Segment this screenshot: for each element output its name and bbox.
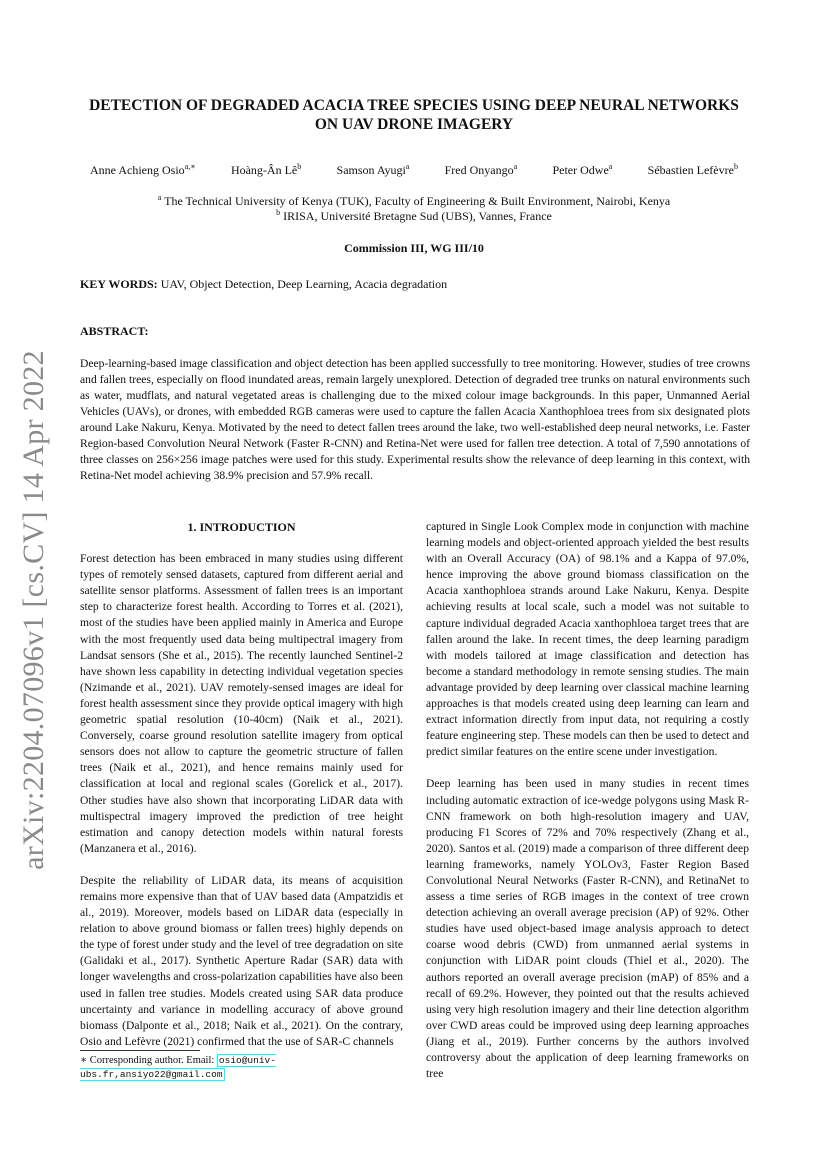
footnote-label: ∗ Corresponding author. Email: — [80, 1055, 215, 1066]
footnote-rule — [80, 1050, 200, 1051]
abstract-text: Deep-learning-based image classification and object detection has been applied successfully to tree monitoring. However, studies of tree crowns and fallen trees, especially on flood inundated areas, remain largely unexplored. Detection of degraded tree trunks on natural environments such as water, mudflats, and natural vegetated areas is challenging due to the mixed colour image backgrounds. In this paper, Unmanned Aerial Vehicles (UAVs), or drones, with embedded RGB cameras were used to capture the fallen Acacia Xanthophloea trees from six designated plots around Lake Nakuru, Kenya. Motivated by the need to detect fallen trees around the lake, two well-established deep neural networks, i.e. Faster Region-based Convolution Neural Network (Faster R-CNN) and Retina-Net were used for fallen tree detection. A total of 7,590 annotations of three classes on 256×256 image patches were used for this study. Experimental results show the relevance of deep learning in this context, with Retina-Net model achieving 38.9% precision and 57.9% recall. — [80, 357, 750, 482]
paragraph: Despite the reliability of LiDAR data, its means of acquisition remains more expensive than that of UAV based data (Ampatzidis et al., 2019). Moreover, models based on LiDAR data (especially in relation to above ground biomass or fallen trees) highly depends on the type of forest under study and the level of tree degradation on site (Galidaki et al., 2017). Synthetic Aperture Radar (SAR) data with longer wavelengths and cross-polarization capabilities have also been used in fallen tree studies. Models created using SAR data produce uncertainty and variance in modelling accuracy of above ground biomass (Dalponte et al., 2018; Naik et al., 2021). On the contrary, Osio and Lefèvre (2021) confirmed that the use of SAR-C channels — [80, 873, 403, 1048]
arxiv-stamp — [14, 350, 54, 870]
right-column — [426, 519, 749, 1098]
keywords — [80, 277, 447, 292]
commission: Commission III, WG III/10 — [344, 241, 484, 255]
paper-title: DETECTION OF DEGRADED ACACIA TREE SPECIES USING DEEP NEURAL NETWORKS ON UAV DRONE IMAGERY — [89, 97, 739, 133]
author: Peter Odwe$^a$ — [552, 162, 613, 177]
author: Sébastien Lefèvre$^b$ — [647, 162, 738, 177]
keywords-label: KEY WORDS: — [80, 277, 158, 291]
abstract-heading: ABSTRACT: — [80, 324, 149, 338]
paragraph: Deep learning has been used in many studies in recent times including automatic extraction of ice-wedge polygons using Mask R-CNN framework on both high-resolution imagery and UAV, producing F1 Scores of 72% and 70% respectively (Zhang et al., 2020). Santos et al. (2019) made a comparison of three different deep learning frameworks, namely YOLOv3, Faster Region Based Convolutional Neural Networks (Faster R-CNN), and RetinaNet to assess a time series of RGB images in the context of tree crown detection achieving an overall average precision (AP) of 92%. Other studies have used object-based image analysis approach to detect coarse wood debris (CWD) from unmanned aerial systems in conjunction with LiDAR point clouds (Thiel et al., 2020). The authors reported an overall average precision (mAP) of 85% and a recall of 69.2%. However, they pointed out that the results achieved using very high resolution imagery and their line detection algorithm over CWD areas could be improved using deep learning approaches (Jiang et al., 2019). Further concerns by the authors involved controversy about the application of deep learning frameworks on tree — [426, 777, 749, 1081]
author: Fred Onyango$^a$ — [444, 162, 518, 177]
keywords-text: UAV, Object Detection, Deep Learning, Acacia degradation — [160, 277, 448, 291]
author: Samson Ayugi$^a$ — [336, 162, 410, 177]
author: Hoàng-Ân $Lê^b$ — [230, 162, 302, 177]
affiliation: $^a$ The Technical University of Kenya (TUK), Faculty of Engineering & Built Environment, Nairobi, Kenya — [157, 193, 671, 208]
section-heading: 1. INTRODUCTION — [187, 520, 296, 534]
author-list — [80, 162, 748, 178]
paragraph: captured in Single Look Complex mode in conjunction with machine learning models and object-oriented approach yielded the best results with an Overall Accuracy (OA) of 98.1% and a Kappa of 97.0%, hence improving the above ground biomass classification on the Acacia xanthophloea strands around Lake Nakuru, Kenya. Despite achieving results at local scale, such a model was not suitable to capture individual degraded Acacia xanthophloea target trees that are fallen around the lake. In recent times, the deep learning paradigm with models tailored at image classification and detection has become a standard methodology in remote sensing studies. The main advantage provided by deep learning over classical machine learning approaches is that models created using deep learning can learn and extract information directly from input data, not requiring a costly feature engineering step. These models can then be used to detect and predict similar features on the entire scene under investigation. — [426, 520, 750, 759]
footnote — [80, 1050, 403, 1082]
email-link[interactable]: osio@univ-ubs.fr,ansiyo22@gmail.com — [80, 1055, 276, 1080]
paragraph: Forest detection has been embraced in many studies using different types of remotely sensed datasets, captured from different aerial and satellite sensor platforms. Assessment of fallen trees is an important step to characterize forest health. According to Torres et al. (2021), most of the studies have been applied mainly in America and Europe with the most frequently used data being multipectral imagery from Landsat sensors (She et al., 2015). The recently launched Sentinel-2 have shown less capability in detecting individual vegetation species (Nzimande et al., 2021). UAV remotely-sensed images are ideal for forest health assessment since they provide optical imagery with high geometric spatial resolution (10-40cm) (Naik et al., 2021). Conversely, coarse ground resolution satellite imagery from optical sensors does not allow to capture the geometric structure of fallen trees (Naik et al., 2021), and hence remains mainly used for classification at local and regional scales (Gorelick et al., 2017). Other studies have also shown that incorporating LiDAR data with multispectral imagery improved the prediction of tree height estimation and canopy detection models within natural forests (Manzanera et al., 2016). — [80, 552, 403, 855]
left-column — [80, 519, 403, 1066]
author: Anne Achieng Osio$^{a,∗}$ — [90, 162, 196, 177]
arxiv-stamp-text: arXiv:2204.07096v1 [cs.CV] 14 Apr 2022 — [17, 350, 50, 870]
affiliation: $^b$ IRISA, Université Bretagne Sud (UBS), Vannes, France — [276, 208, 552, 223]
